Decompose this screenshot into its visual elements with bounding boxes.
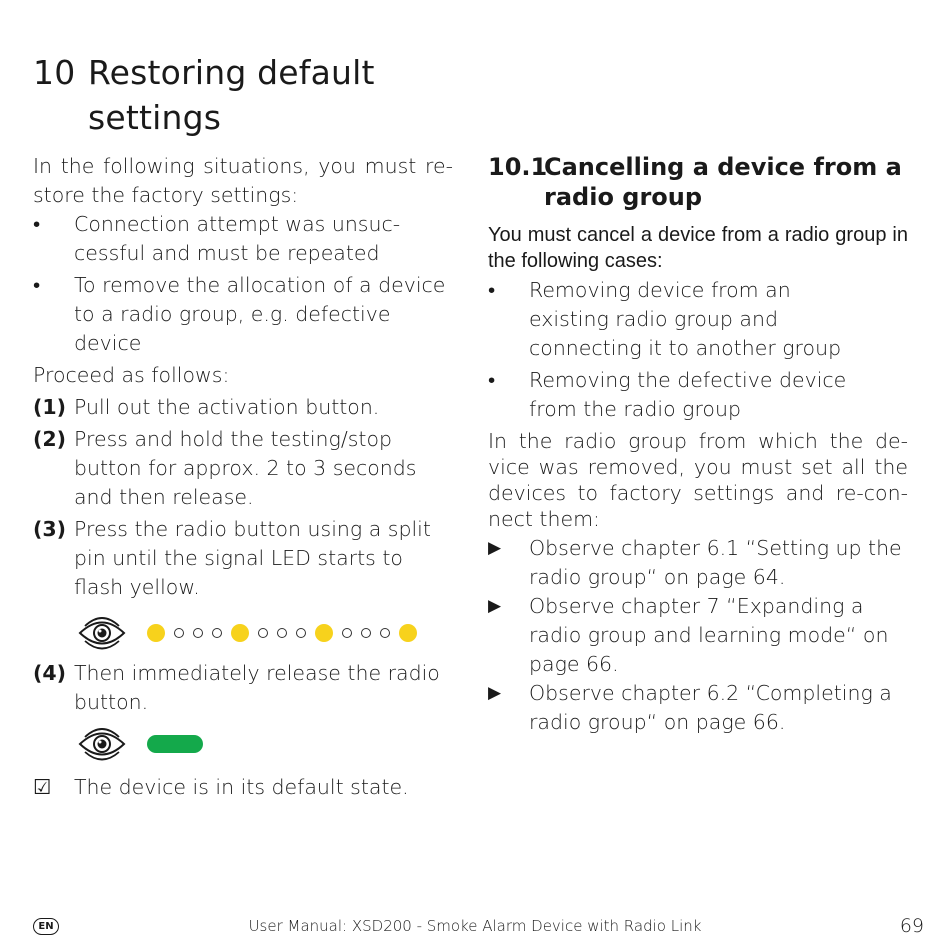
bullet-icon: • [488,368,496,392]
result-text: The device is in its default state. [74,775,409,799]
led-flash-sequence [147,624,417,642]
led-off-dot [174,628,184,638]
led-off-dot [277,628,287,638]
led-yellow-dot [315,624,333,642]
right-column [488,152,908,737]
led-off-dot [342,628,352,638]
section-title: Cancelling a device from a radio group [544,153,902,211]
footer-title: User Manual: XSD200 - Smoke Alarm Device with Radio Link [248,917,702,935]
led-off-dot [193,628,203,638]
cases-list [488,276,908,424]
eye-icon [77,614,127,652]
led-yellow-dot [399,624,417,642]
left-column [33,50,453,802]
led-yellow-dot [231,624,249,642]
arrow-right-icon: ▶ [488,596,502,616]
led-off-dot [380,628,390,638]
result-row [33,773,453,802]
step-list [33,659,453,717]
bullet-icon: • [33,212,41,236]
list-item: ▶ Observe chapter 7 “Expanding a radio group and learning mode“ on page 66. [488,592,908,679]
led-off-dot [212,628,222,638]
cases-intro: You must cancel a device from a radio group in the following cases: [488,224,908,272]
chapter-title: Restoring default settings [88,53,375,137]
chapter-number: 10 [33,53,76,92]
led-off-dot [258,628,268,638]
page-number: 69 [899,915,924,937]
arrow-right-icon: ▶ [488,538,502,558]
eye-icon [77,725,127,763]
list-item: ▶ Observe chapter 6.1 “Setting up the radio group“ on page 64. [488,534,908,592]
step-item [33,515,453,602]
note-text: In the radio group from which the de-vice was removed, you must set all the devices to factory settings and re-con-nect them: [488,429,908,531]
bullet-icon: • [33,273,41,297]
led-off-dot [361,628,371,638]
led-yellow-dot [147,624,165,642]
led-green-bar [147,735,203,753]
chapter-heading [33,50,453,140]
language-badge: EN [33,918,59,935]
checkbox-icon: ☑ [33,775,52,799]
section-number: 10.1 [488,153,548,181]
step-text: Pull out the activation button. [74,395,380,419]
step-item [33,425,453,512]
arrow-right-icon: ▶ [488,683,502,703]
proceed-text: Proceed as follows: [33,363,230,387]
reference-list [488,534,908,737]
situation-list [33,210,453,358]
step-item [33,659,453,717]
step-list [33,393,453,602]
section-heading [488,152,908,212]
led-flash-indicator [77,610,453,656]
bullet-icon: • [488,278,496,302]
led-off-dot [296,628,306,638]
list-item: • Removing device from an existing radio group and connecting it to another group [488,276,908,363]
step-item [33,393,453,422]
step-number: (3) [33,517,67,541]
step-number: (1) [33,395,67,419]
list-item: • To remove the allocation of a device to a radio group, e.g. defective device [33,271,453,358]
step-number: (4) [33,661,67,685]
intro-text: In the following situations, you must re-store the factory settings: [33,154,453,207]
step-text: Press and hold the testing/stop button for approx. 2 to 3 seconds and then release. [74,427,417,509]
list-item: ▶ Observe chapter 6.2 “Completing a radio group“ on page 66. [488,679,908,737]
step-text: Then immediately release the radio button. [74,661,440,714]
list-item: • Connection attempt was unsuc-cessful and must be repeated [33,210,453,268]
page-footer [0,915,950,941]
step-text: Press the radio button using a split pin until the signal LED starts to flash yellow. [74,517,431,599]
led-solid-indicator [77,721,453,767]
list-item: • Removing the defective device from the radio group [488,366,908,424]
step-number: (2) [33,427,67,451]
